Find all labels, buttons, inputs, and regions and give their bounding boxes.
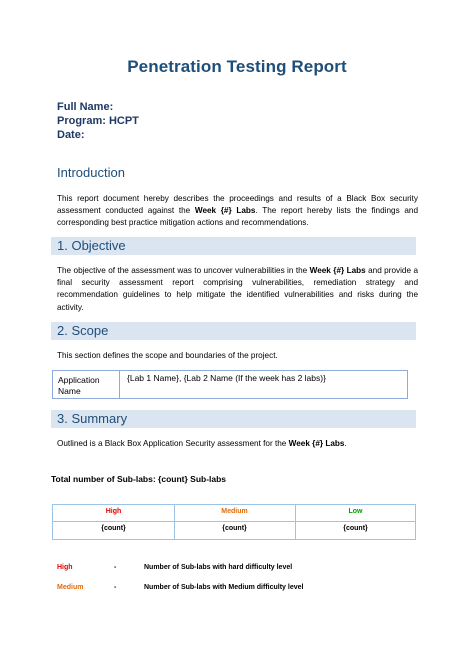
severity-header-medium: Medium [221,508,248,515]
severity-count-high: {count} [101,525,126,532]
summary-paragraph [57,438,418,450]
summary-text-part2: . [344,439,347,448]
summary-heading-band [51,410,416,428]
severity-table-row-divider [53,521,415,522]
application-name-label: Application Name [58,375,100,396]
summary-lab-name: Week {#} Labs [288,439,345,448]
program-label: Program: HCPT [57,115,139,127]
scope-heading-band [51,322,416,340]
severity-header-low: Low [348,508,363,515]
introduction-paragraph [57,193,418,230]
severity-count-medium: {count} [222,525,247,532]
scope-heading: 2. Scope [57,323,109,338]
severity-count-low: {count} [343,525,368,532]
legend-dash: - [114,564,117,571]
legend-severity-high: High [57,564,73,571]
application-name-value: {Lab 1 Name}, {Lab 2 Name (If the week has 2 labs)} [127,373,326,383]
objective-paragraph [57,265,418,314]
introduction-heading: Introduction [57,165,125,180]
report-title: Penetration Testing Report [127,57,347,76]
scope-table [52,370,408,399]
introduction-text-part2: . The report hereby lists the findings and corresponding best practice mitigation actions and recommendations. [57,206,418,228]
introduction-lab-name: Week {#} Labs [194,206,256,216]
date-label: Date: [57,129,85,141]
severity-table [52,504,416,540]
severity-header-high: High [105,508,122,515]
objective-text-part1: The objective of the assessment was to uncover vulnerabilities in the [57,266,310,275]
introduction-text-part1: This report document hereby describes the proceedings and results of a Black Box security assessment conducted against the [57,194,418,216]
scope-paragraph: This section defines the scope and boundaries of the project. [57,351,278,360]
full-name-label: Full Name: [57,101,114,113]
total-sublabs-label: Total number of Sub-labs: {count} Sub-labs [51,474,227,484]
legend-description-high: Number of Sub-labs with hard difficulty level [144,564,293,571]
objective-text-part2: and provide a final security assessment report comprising vulnerabilities, remediation strategy and recommendation guidelines to help mitigate the identified vulnerabilities and risks during the activity. [57,266,418,312]
legend-description-medium: Number of Sub-labs with Medium difficulty level [144,584,304,591]
legend-dash: - [114,584,117,591]
objective-heading-band [51,237,416,255]
objective-lab-name: Week {#} Labs [309,266,366,275]
objective-heading: 1. Objective [57,238,126,253]
legend-severity-medium: Medium [57,584,84,591]
summary-heading: 3. Summary [57,411,128,426]
scope-table-label-cell [53,371,120,398]
summary-text-part1: Outlined is a Black Box Application Security assessment for the [57,439,289,448]
